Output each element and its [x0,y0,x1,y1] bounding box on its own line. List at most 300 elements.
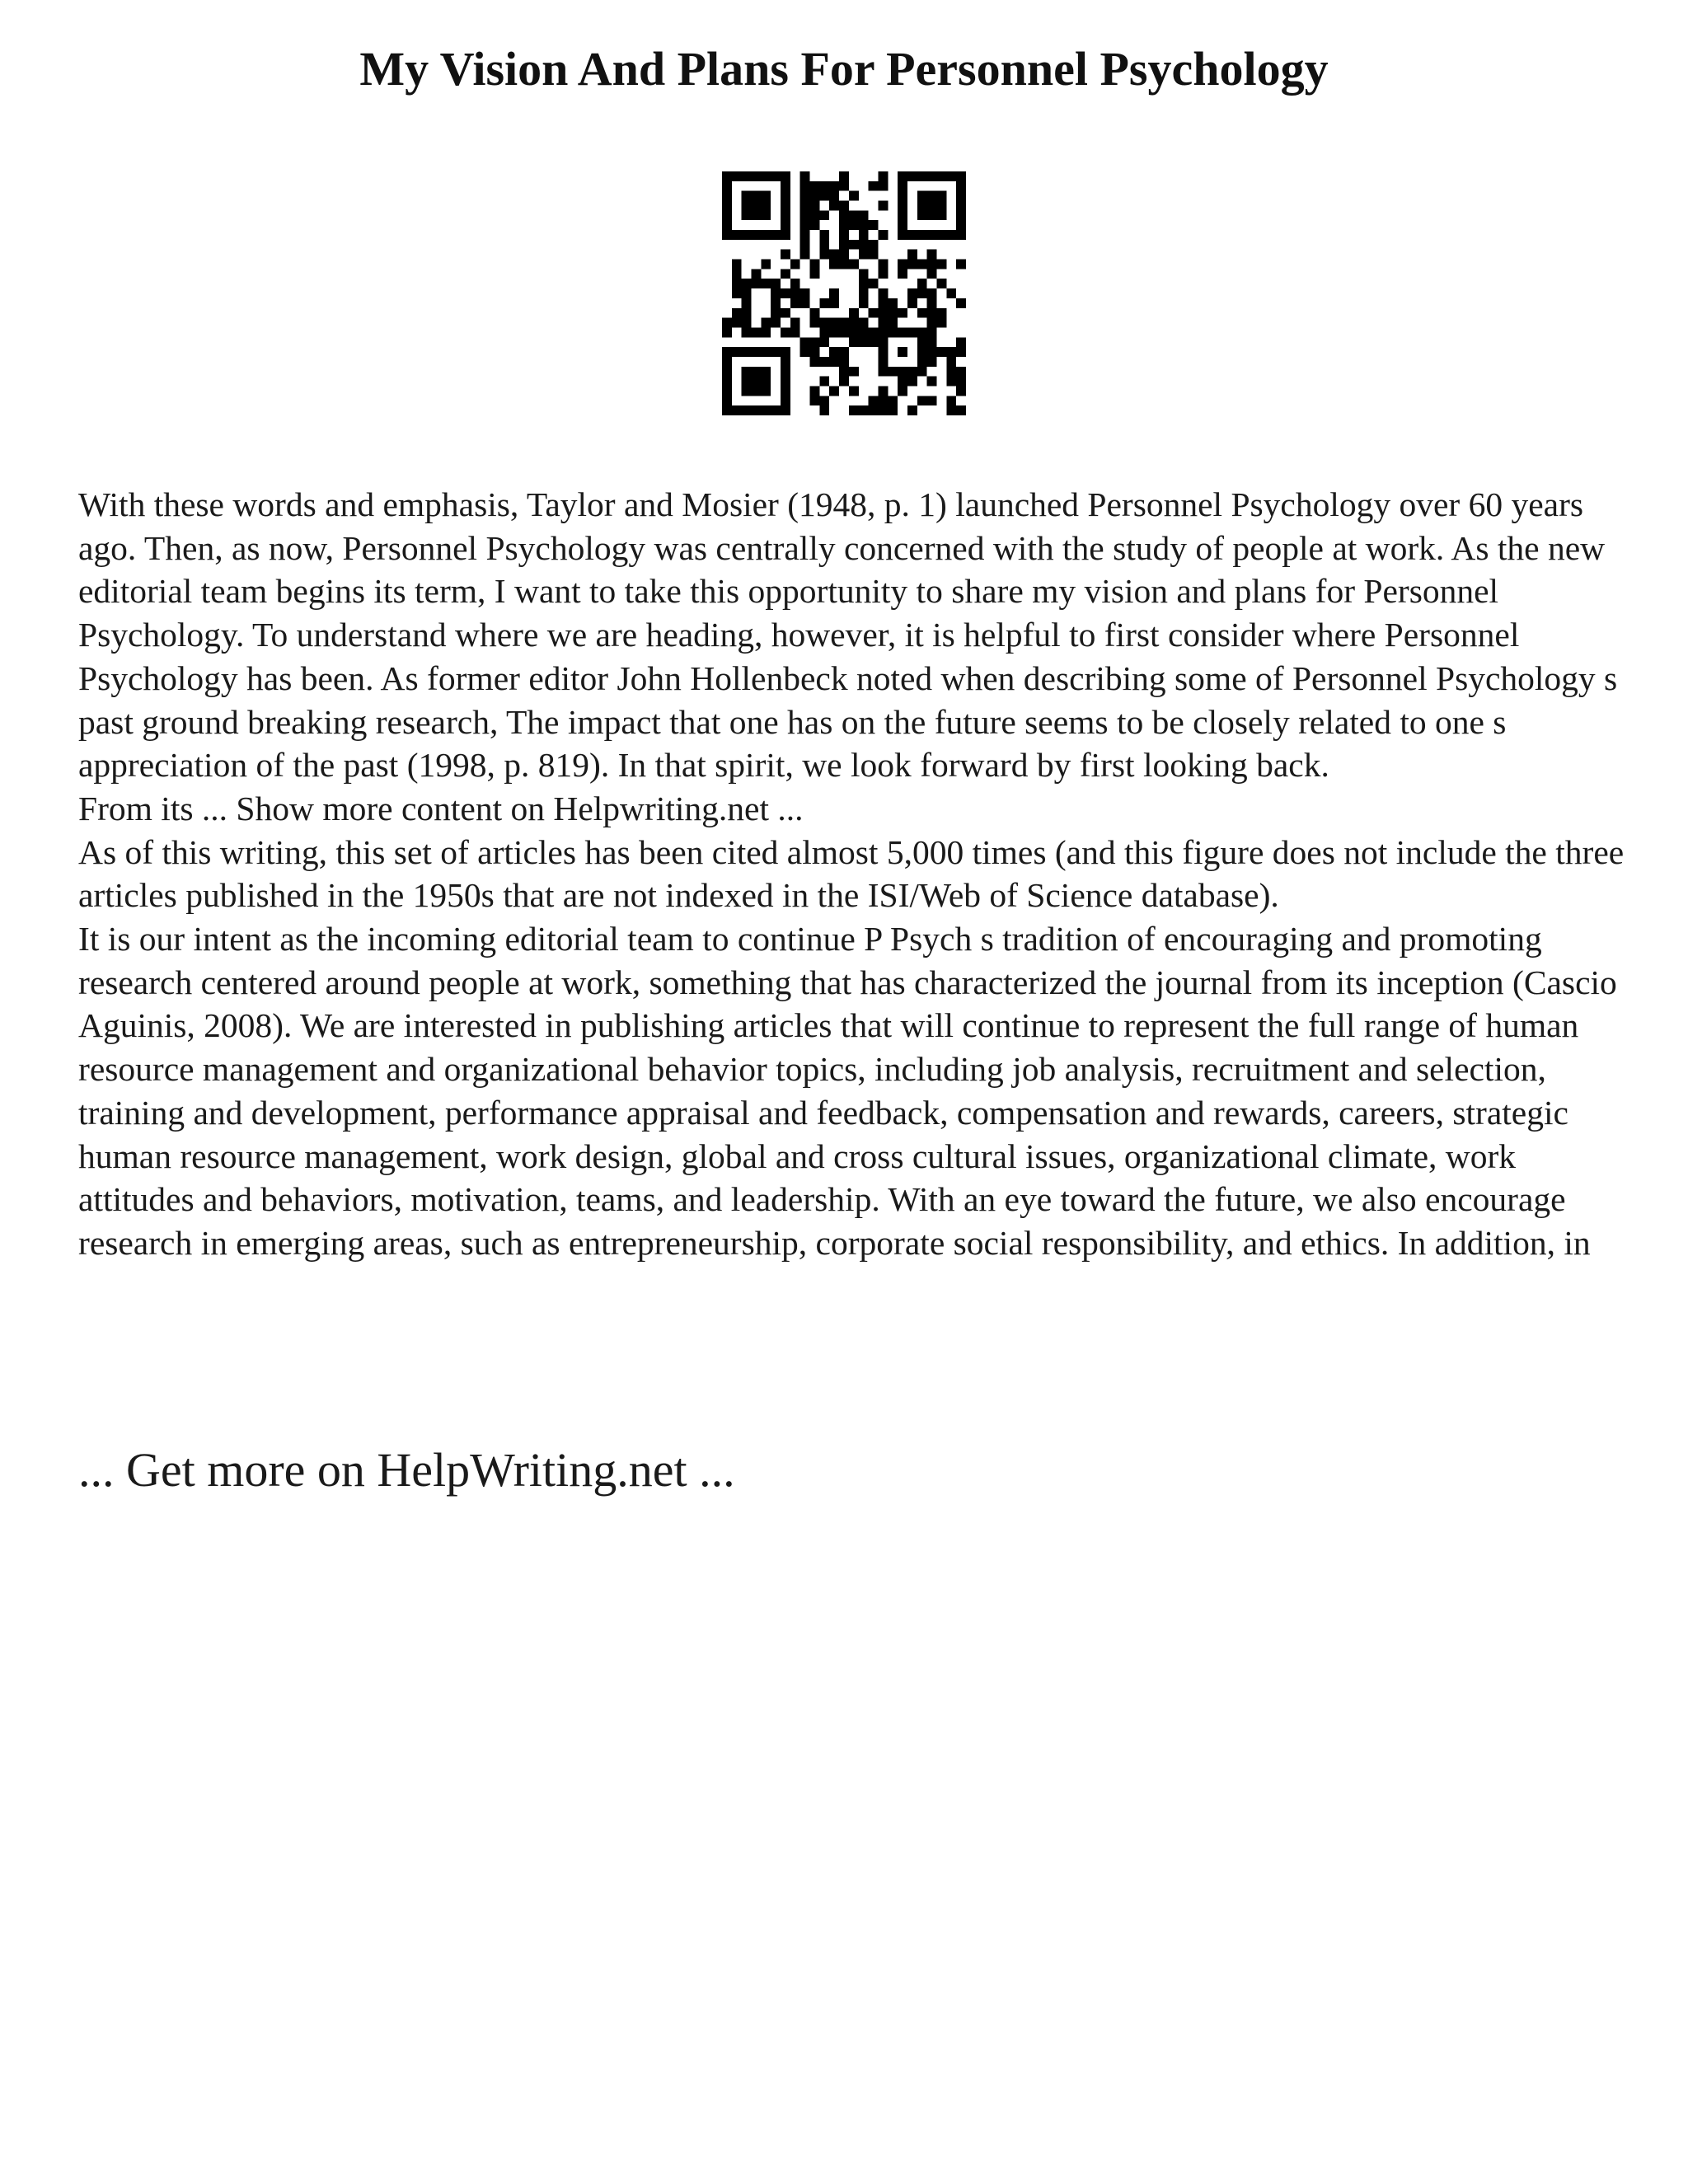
qr-module [732,288,742,298]
qr-module [849,367,859,377]
qr-module [819,240,829,250]
qr-module [946,230,956,240]
qr-module [790,318,800,328]
qr-module [742,405,752,415]
qr-module [859,405,869,415]
qr-module [869,240,879,250]
qr-module [732,405,742,415]
qr-module [878,308,888,318]
qr-module [742,327,752,337]
qr-module [927,230,937,240]
qr-module [810,347,820,357]
qr-module [761,318,771,328]
qr-module [859,318,869,328]
qr-module [917,230,927,240]
qr-module [878,181,888,191]
qr-module [927,318,937,328]
qr-module [849,327,859,337]
qr-module [878,396,888,405]
qr-module [761,386,771,396]
qr-module [810,318,820,328]
qr-module [946,357,956,367]
qr-module [859,279,869,288]
qr-module [819,327,829,337]
qr-module [810,181,820,191]
qr-module [869,327,879,337]
qr-module [781,201,790,211]
qr-module [878,260,888,269]
qr-module [888,318,898,328]
qr-module [771,298,781,308]
qr-module [819,318,829,328]
qr-module [888,298,898,308]
qr-module [898,260,907,269]
qr-module [761,347,771,357]
qr-module [722,396,732,405]
qr-module [878,298,888,308]
qr-module [859,288,869,298]
qr-module [878,357,888,367]
qr-module [742,367,752,377]
qr-module [956,367,966,377]
qr-module [781,367,790,377]
qr-module [790,327,800,337]
qr-module [752,386,762,396]
qr-module [927,201,937,211]
qr-module [781,405,790,415]
qr-module [819,298,829,308]
qr-module [839,377,849,387]
qr-module [722,230,732,240]
qr-module [917,171,927,181]
qr-module [878,347,888,357]
qr-module [869,220,879,230]
qr-module [800,201,810,211]
qr-module [849,337,859,347]
qr-module [898,220,907,230]
qr-module [810,210,820,220]
qr-module [878,230,888,240]
qr-module [742,230,752,240]
qr-module [810,386,820,396]
qr-module [917,396,927,405]
qr-module [829,181,839,191]
qr-module [819,191,829,201]
qr-module [849,210,859,220]
qr-module [781,327,790,337]
qr-module [917,357,927,367]
qr-module [898,377,907,387]
qr-module [722,318,732,328]
qr-module [956,181,966,191]
qr-module [859,269,869,279]
qr-module [742,210,752,220]
qr-module [732,260,742,269]
qr-module [781,230,790,240]
qr-module [800,191,810,201]
qr-module [829,191,839,201]
qr-module [752,230,762,240]
qr-module [917,288,927,298]
qr-module [898,171,907,181]
qr-module [898,327,907,337]
qr-module [742,377,752,387]
qr-module [927,269,937,279]
qr-module [927,250,937,260]
article-body [78,483,1628,1265]
qr-module [781,308,790,318]
qr-module [722,357,732,367]
qr-module [927,396,937,405]
qr-module [917,279,927,288]
qr-module [936,347,946,357]
qr-module [781,171,790,181]
qr-module [722,327,732,337]
qr-module [869,337,879,347]
qr-module [936,279,946,288]
qr-module [761,210,771,220]
qr-module [917,210,927,220]
qr-module [810,260,820,269]
qr-module [917,191,927,201]
qr-module [907,230,917,240]
qr-module [898,230,907,240]
qr-module [956,337,966,347]
qr-module [819,377,829,387]
qr-module [781,191,790,201]
qr-module [829,318,839,328]
qr-module [829,250,839,260]
qr-module [956,230,966,240]
qr-module [800,288,810,298]
qr-module [859,250,869,260]
qr-module [829,386,839,396]
qr-module [956,260,966,269]
qr-module [936,260,946,269]
qr-module [859,337,869,347]
qr-module [742,171,752,181]
qr-module [781,269,790,279]
qr-module [917,260,927,269]
qr-module [839,230,849,240]
qr-module [800,298,810,308]
qr-module [849,405,859,415]
qr-module [722,210,732,220]
qr-module [878,318,888,328]
qr-module [722,181,732,191]
qr-module [888,308,898,318]
qr-code-graphic [722,171,966,415]
qr-module [819,337,829,347]
qr-module [927,308,937,318]
qr-module [742,318,752,328]
qr-module [771,230,781,240]
qr-module [878,386,888,396]
qr-module [742,288,752,298]
qr-module [936,171,946,181]
qr-module [927,191,937,201]
qr-module [752,279,762,288]
qr-module [819,210,829,220]
qr-module [781,288,790,298]
qr-module [829,327,839,337]
qr-module [819,357,829,367]
qr-module [849,318,859,328]
qr-module [878,367,888,377]
qr-module [829,357,839,367]
qr-module [927,171,937,181]
qr-module [829,260,839,269]
qr-module [800,181,810,191]
qr-module [800,337,810,347]
qr-module [956,405,966,415]
qr-module [771,308,781,318]
qr-module [898,191,907,201]
qr-module [752,191,762,201]
qr-module [810,220,820,230]
qr-module [771,405,781,415]
qr-module [907,367,917,377]
qr-module [722,201,732,211]
qr-module [819,230,829,240]
qr-module [771,318,781,328]
qr-module [859,240,869,250]
qr-module [829,298,839,308]
qr-module [732,269,742,279]
qr-module [849,386,859,396]
qr-module [956,210,966,220]
paragraph-intent: It is our intent as the incoming editorial team to continue P Psych s tradition of encouraging and promoting research centered around people at work, something that has characterized the journal from its inception (Cascio Aguinis, 2008). We are interested in publishing articles that will continue to represent the full range of human resource management and organizational behavior topics, including job analysis, recruitment and selection, training and development, performance appraisal and feedback, compensation and rewards, careers, strategic human resource management, work design, global and cross cultural issues, organizational climate, work attitudes and behaviors, motivation, teams, and leadership. With an eye toward the future, we also encourage research in emerging areas, such as entrepreneurship, corporate social responsibility, and ethics. In addition, in [78,920,1617,1262]
qr-module [781,386,790,396]
qr-module [839,260,849,269]
qr-module [936,318,946,328]
qr-module [849,240,859,250]
qr-module [752,269,762,279]
qr-module [742,279,752,288]
qr-module [752,327,762,337]
qr-module [927,298,937,308]
qr-module [732,279,742,288]
qr-module [722,191,732,201]
qr-module [898,347,907,357]
qr-module [878,269,888,279]
qr-module [761,260,771,269]
qr-module [742,347,752,357]
qr-module [742,298,752,308]
qr-module [771,347,781,357]
qr-module [917,308,927,318]
qr-module [771,171,781,181]
qr-module [946,405,956,415]
qr-module [946,377,956,387]
qr-module [810,308,820,318]
show-more-link[interactable]: From its ... Show more content on Helpwriting.net ... [78,789,804,827]
qr-module [946,288,956,298]
qr-module [888,396,898,405]
qr-module [761,405,771,415]
qr-module [781,396,790,405]
qr-module [752,347,762,357]
qr-module [907,405,917,415]
qr-module [839,210,849,220]
qr-module [800,171,810,181]
qr-module [917,347,927,357]
qr-module [849,308,859,318]
qr-module [927,327,937,337]
qr-module [732,171,742,181]
qr-module [878,171,888,181]
qr-module [781,181,790,191]
qr-module [800,210,810,220]
qr-module [936,230,946,240]
get-more-link[interactable]: ... Get more on HelpWriting.net ... [78,1443,735,1497]
qr-module [927,337,937,347]
qr-module [907,288,917,298]
qr-module [936,201,946,211]
qr-module [819,405,829,415]
qr-module [761,367,771,377]
qr-module [781,220,790,230]
qr-module [781,357,790,367]
qr-module [839,250,849,260]
qr-module [722,171,732,181]
qr-module [898,210,907,220]
qr-module [849,191,859,201]
qr-module [761,171,771,181]
qr-module [927,357,937,367]
qr-module [859,210,869,220]
qr-module [752,367,762,377]
qr-module [878,405,888,415]
qr-module [752,201,762,211]
qr-module [907,327,917,337]
qr-module [927,377,937,387]
qr-module [839,357,849,367]
qr-module [917,337,927,347]
qr-module [810,201,820,211]
qr-module [936,191,946,201]
qr-module [742,191,752,201]
qr-module [859,220,869,230]
qr-module [859,298,869,308]
qr-module [790,279,800,288]
qr-module [761,279,771,288]
qr-module [878,288,888,298]
qr-module [810,337,820,347]
qr-module [869,250,879,260]
qr-module [869,405,879,415]
qr-module [839,240,849,250]
qr-module [869,308,879,318]
qr-module [907,250,917,260]
qr-module [752,405,762,415]
qr-module [761,201,771,211]
qr-module [946,171,956,181]
qr-module [888,327,898,337]
qr-code-icon[interactable] [722,171,966,415]
qr-module [781,347,790,357]
qr-module [898,308,907,318]
qr-module [819,181,829,191]
qr-module [752,171,762,181]
qr-module [898,269,907,279]
qr-module [956,377,966,387]
qr-module [722,367,732,377]
qr-module [956,298,966,308]
qr-module [810,357,820,367]
qr-module [839,171,849,181]
qr-module [936,210,946,220]
qr-module [869,396,879,405]
qr-module [829,288,839,298]
qr-module [878,327,888,337]
qr-module [819,250,829,260]
qr-module [732,308,742,318]
qr-module [878,201,888,211]
qr-module [956,201,966,211]
qr-module [771,279,781,288]
qr-module [878,337,888,347]
qr-module [800,220,810,230]
qr-module [839,220,849,230]
qr-module [956,347,966,357]
qr-module [732,230,742,240]
qr-module [849,220,859,230]
qr-module [800,240,810,250]
qr-module [898,386,907,396]
qr-module [752,210,762,220]
qr-module [752,377,762,387]
qr-module [800,230,810,240]
qr-module [839,327,849,337]
qr-module [742,386,752,396]
qr-module [790,298,800,308]
qr-module [859,230,869,240]
qr-module [742,308,752,318]
qr-module [771,288,781,298]
qr-module [800,347,810,357]
qr-module [907,260,917,269]
qr-module [898,201,907,211]
qr-module [946,347,956,357]
qr-module [810,269,820,279]
qr-module [936,308,946,318]
qr-module [946,396,956,405]
qr-module [956,386,966,396]
qr-module [732,318,742,328]
qr-module [898,367,907,377]
qr-module [839,201,849,211]
qr-module [829,201,839,211]
qr-module [722,377,732,387]
qr-module [761,327,771,337]
qr-module [810,191,820,201]
qr-module [888,367,898,377]
qr-module [722,386,732,396]
qr-module [907,171,917,181]
paragraph-citations: As of this writing, this set of articles has been cited almost 5,000 times (and this figure does not include the three articles published in the 1950s that are not indexed in the ISI/Web of Science database). [78,832,1625,915]
qr-module [869,181,879,191]
qr-module [722,220,732,230]
qr-module [927,260,937,269]
qr-module [839,367,849,377]
qr-module [956,191,966,201]
qr-module [888,405,898,415]
qr-module [761,377,771,387]
qr-module [849,260,859,269]
qr-module [839,181,849,191]
qr-module [761,191,771,201]
